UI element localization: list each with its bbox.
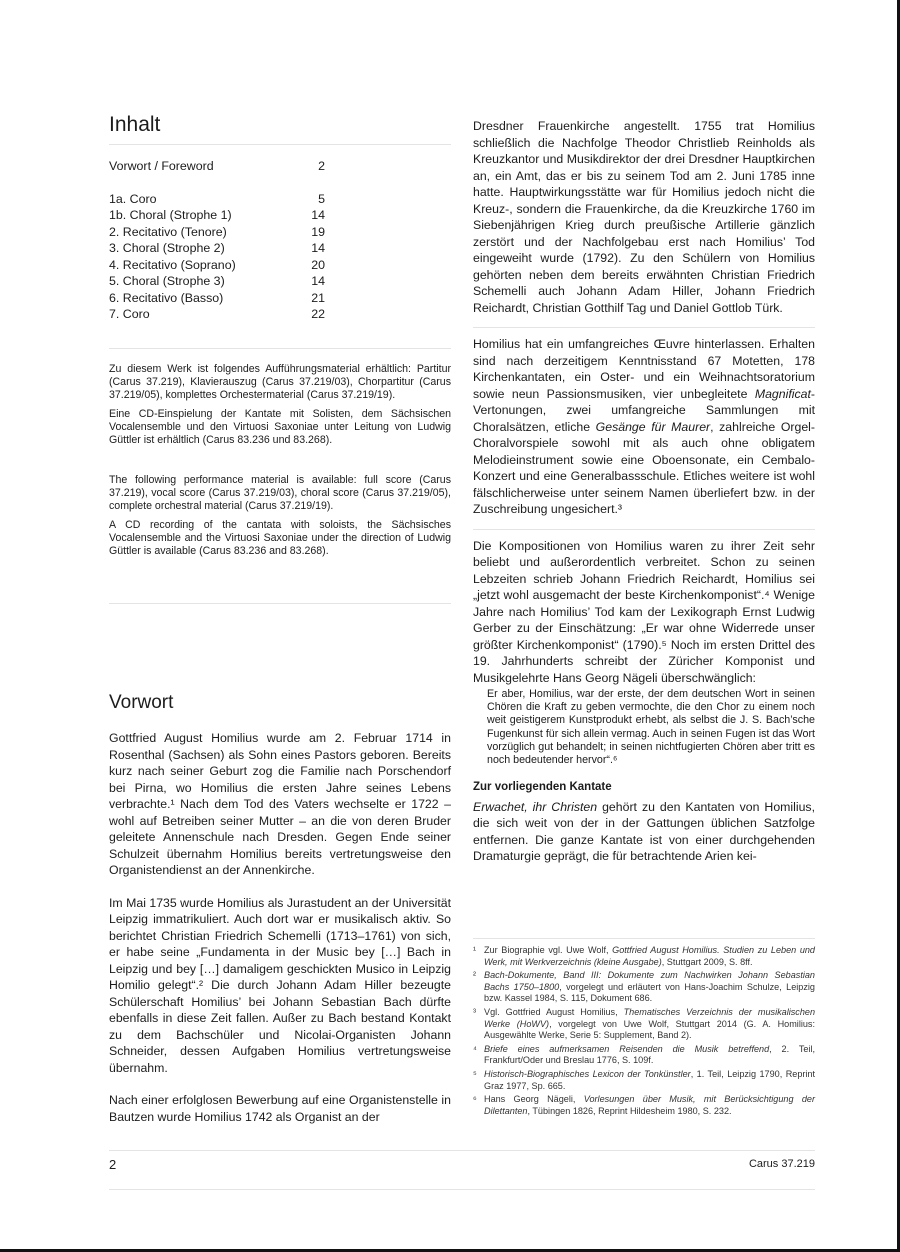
table-of-contents [109,110,451,323]
toc-row[interactable] [109,224,451,241]
footnote-text: Historisch-Biographisches Lexicon der Tonkünstler, 1. Teil, Leipzig 1790, Reprint Graz 1977, Sp. 665. [484,1068,816,1091]
material-en-1: The following performance material is available: full score (Carus 37.219), vocal score (Carus 37.219/03), choral score (Carus 37.219/05), complete orchestral material (Carus 37.219/19). [109,473,451,512]
footnote-text: Vgl. Gottfried August Homilius, Thematisches Verzeichnis der musikalischen Werke (HoWV), vorgelegt von Uwe Wolf, Stuttgart 2014 (G. A. Homilius: Ausgewählte Werke, Serie 5: Supplement, Band 2). [484,1006,815,1041]
footnote-number: ¹ [473,945,477,955]
toc-page: 14 [311,208,325,222]
toc-page: 19 [311,224,325,239]
toc-label: 7. Coro [109,307,150,321]
toc-label: 1b. Choral (Strophe 1) [109,208,232,222]
section-subheading: Zur vorliegenden Kantate [473,781,612,794]
toc-label: 4. Recitativo (Soprano) [109,257,236,272]
toc-page: 14 [311,241,325,255]
footnote-text: Zur Biographie vgl. Uwe Wolf, Gottfried August Homilius. Studien zu Leben und Werk, mit Werkverzeichnis (kleine Ausgabe), Stuttgart 2009, S. 8ff. [484,945,815,967]
toc-row[interactable] [109,290,451,307]
body-paragraph: Homilius hat ein umfangreiches Œuvre hinterlassen. Erhalten sind nach derzeitigem Kenntnisstand 67 Motetten, 178 Kirchenkantaten, ein Oster- und ein Weihnachtsoratorium sowie neun Passionsmusiken, vier unbegleitete Magnificat-Vertonungen, zwei umfangreiche Sammlungen mit Choralsätzen, etliche Gesänge für Maurer, zahlreiche Orgel-Choralvorspiele sowohl mit als auch ohne obligatem Melodieinstrument sowie eine Oboensonate, ein Cembalo-Konzert und eine Generalbassschule. Etliches weitere ist wohl fälschlicherweise unter seinem Namen überliefert bzw. in der Zuschreibung ungesichert.³ [473,337,816,516]
material-en-2: A CD recording of the cantata with soloists, the Sächsisches Vocalensemble and the Virtuosi Saxoniae under the direction of Ludwig Güttler is available (Carus 83.236 and 83.268). [109,518,451,558]
vorwort-heading: Vorwort [109,692,174,713]
footnote [473,945,815,968]
vorwort-paragraph: Nach einer erfolglosen Bewerbung auf eine Organistenstelle in Bautzen wurde Homilius 1742 als Organist an der [109,1093,451,1124]
vorwort-paragraph: Im Mai 1735 wurde Homilius als Jurastudent an der Universität Leipzig immatrikuliert. Auch dort war er musikalisch aktiv. So berichtet Christian Friedrich Schemelli (1713–1761) von sich, er habe seine „Fundamenta in der Music bey […] Bach in Leipzig und bey […] damaligem geschickten Musico in Leipzig Homilio gelegt“.² Die durch Johann Adam Hiller bezeugte Schülerschaft Homilius’ bei Johann Sebastian Bach dürfte ebenfalls in diese Zeit fallen. Außer zu Bach bestand Kontakt zu dem Bachschüler und Nicolai-Organisten Johann Schneider, dessen Aufgaben Homilius vertretungsweise übernahm. [109,895,451,1075]
toc-row[interactable] [109,240,451,257]
toc-row[interactable] [109,273,451,290]
toc-row-foreword[interactable] [109,158,451,175]
toc-label: 5. Choral (Strophe 3) [109,274,225,288]
footnote-text: Briefe eines aufmerksamen Reisenden die Musik betreffend, 2. Teil, Frankfurt/Oder und Breslau 1776, S. 109f. [484,1043,815,1066]
toc-label: 6. Recitativo (Basso) [109,290,224,305]
toc-label: 3. Choral (Strophe 2) [109,241,225,255]
block-quote: Er aber, Homilius, war der erste, der dem deutschen Wort in seinen Chören die Kraft zu geben vermochte, die den Chor zu einem noch weit geistigerem Kunstprodukt erhebt, als selbst die J. S. Bach’sche Fugenkunst für sich allein vermag. Auch in seinen Fugen ist das Wort vorzüglich gut behandelt; in seinen nichtfugierten Chören aber tritt es noch bedeutender hervor“.⁶ [487,688,815,767]
toc-page: 20 [311,257,325,272]
toc-row[interactable] [109,191,451,208]
material-de-2: Eine CD-Einspielung der Kantate mit Solisten, dem Sächsischen Vocalensemble und den Virtuosi Saxoniae unter Leitung von Ludwig Güttler ist erhältlich (Carus 83.236 und 83.268). [109,408,451,447]
catalog-number: Carus 37.219 [748,1158,815,1170]
footnote [473,1094,815,1117]
toc-page: 14 [311,274,325,288]
material-de-1: Zu diesem Werk ist folgendes Aufführungsmaterial erhältlich: Partitur (Carus 37.219), Klavierauszug (Carus 37.219/03), Chorpartitur (Carus 37.219/05), komplettes Orchestermaterial (Carus 37.219/19). [109,363,451,402]
vorwort-paragraph: Gottfried August Homilius wurde am 2. Februar 1714 in Rosenthal (Sachsen) als Sohn eines Pastors geboren. Bereits kurz nach seiner Geburt zog die Familie nach Porschendorf bei Pirna, wo Homilius die ersten Jahre seines Lebens verbrachte.¹ Nach dem Tod des Vaters wechselte er 1722 – wohl auf Betreiben seiner Mutter – an die von deren Bruder geleitete Annenschule nach Dresden. Gegen Ende seiner Schulzeit übernahm Homilius bereits vertretungsweise den Organistendienst an der Annenkirche. [109,731,451,877]
divider [473,327,815,328]
toc-row[interactable] [109,207,451,224]
toc-row[interactable] [109,306,451,323]
footnote-number: ⁵ [473,1068,477,1079]
toc-label: Vorwort / Foreword [109,159,214,173]
footnote [473,1044,815,1067]
footnote [473,970,815,1005]
footnotes [473,938,815,1119]
footnote-text: Bach-Dokumente, Band III: Dokumente zum Nachwirken Johann Sebastian Bachs 1750–1800, vorgelegt und erläutert von Hans-Joachim Schulze, Leipzig bzw. Kassel 1984, S. 115, Dokument 686. [484,970,815,1004]
vorwort-body [109,730,451,1141]
footnote-text: Hans Georg Nägeli, Vorlesungen über Musik, mit Berücksichtigung der Dilettanten, Tübingen 1826, Reprint Hildesheim 1980, S. 232. [484,1094,815,1116]
toc-page: 5 [318,191,325,206]
toc-page: 2 [318,159,325,173]
body-paragraph: Dresdner Frauenkirche angestellt. 1755 trat Homilius schließlich die Nachfolge Theodor Christlieb Reinholds als Kreuzkantor und Musikdirektor der drei Dresdner Hauptkirchen an, ein Amt, das er bis zu seinem Tod am 2. Juni 1785 inne hatte. Hauptwirkungsstätte war für Homilius jedoch nicht die Kreuz-, sondern die Frauenkirche, da die Kreuzkirche 1760 im Siebenjährigen Krieg durch preußische Artillerie gänzlich zerstört und der Nachfolgebau erst nach Homilius’ Tod eingeweiht wurde (1792). Zu den Schülern von Homilius gehörten neben dem bereits erwähnten Christian Friedrich Schemelli auch Johann Adam Hiller, Johann Friedrich Reichardt, Christian Gotthilf Tag und Daniel Gottlob Türk. [473,119,815,315]
footnote [473,1007,815,1042]
footnote-number: ⁴ [473,1043,477,1054]
page-footer [109,1150,815,1190]
footnote-divider [473,938,815,939]
toc-title: Inhalt [109,110,451,145]
body-paragraph: Erwachet, ihr Christen gehört zu den Kantaten von Homilius, die sich weit von der in der Gattungen üblichen Satzfolge entfernen. Die ganze Kantate ist von einer durchgehenden Dramaturgie geprägt, die für betrachtende Arien kei- [473,799,815,864]
toc-page: 22 [311,307,325,321]
toc-page: 21 [311,290,325,305]
footnote-number: ² [473,970,477,981]
footnote [473,1069,815,1092]
toc-label: 1a. Coro [109,191,157,206]
toc-label: 2. Recitativo (Tenore) [109,224,227,239]
footnote-number: ³ [473,1006,477,1017]
divider [473,529,815,530]
body-paragraph: Die Kompositionen von Homilius waren zu ihrer Zeit sehr beliebt und außerordentlich verbreitet. Schon zu seinen Lebzeiten schrieb Johann Friedrich Reichardt, Homilius sei „jetzt wohl ausgemacht der beste Kirchenkomponist“.⁴ Wenige Jahre nach Homilius’ Tod kam der Lexikograph Ernst Ludwig Gerber zu der Einschätzung: „Er war ohne Widerrede unser größter Kirchenkomponist“ (1790).⁵ Noch im ersten Drittel des 19. Jahrhunderts schreibt der Züricher Komponist und Musikgelehrte Hans Georg Nägeli überschwänglich: [473,538,815,685]
performance-material-box [109,348,451,604]
toc-row[interactable] [109,257,451,274]
page-number: 2 [109,1157,117,1172]
footnote-number: ⁶ [473,1094,477,1105]
toc-list [109,191,451,323]
right-column [473,118,815,876]
